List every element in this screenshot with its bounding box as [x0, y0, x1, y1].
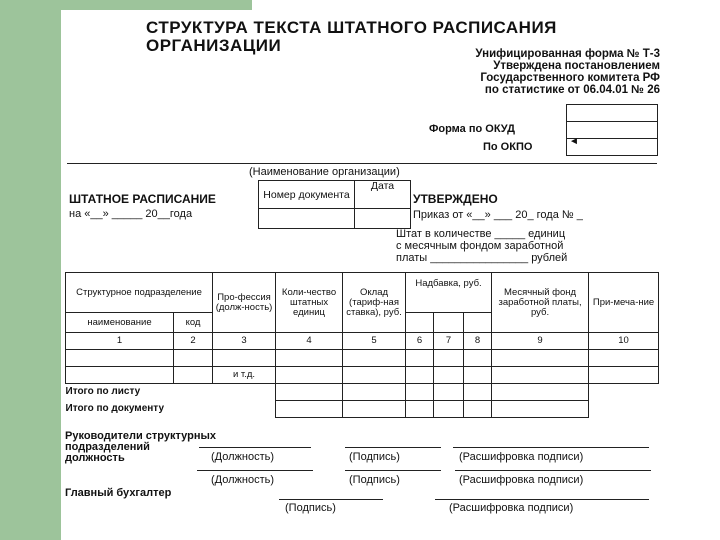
column-number: 2 [174, 333, 213, 350]
total-doc-label: Итого по документу [65, 403, 165, 414]
table-cell [66, 350, 174, 367]
doc-number-cell [259, 209, 355, 229]
decoding-caption: (Расшифровка подписи) [459, 451, 584, 463]
total-page-label: Итого по листу [65, 386, 141, 398]
column-number: 10 [589, 333, 659, 350]
form-resolution: по статистике от 06.04.01 № 26 [484, 84, 660, 96]
chief-accountant-label: Главный бухгалтер [65, 487, 172, 499]
column-number: 3 [213, 333, 276, 350]
document-page [61, 10, 720, 540]
header-salary: Оклад (тариф-ная ставка), руб. [343, 273, 406, 333]
doc-number-header: Номер документа [259, 181, 355, 209]
header-allowance: Надбавка, руб. [406, 273, 492, 313]
header-code: код [174, 313, 213, 333]
form-approval: Утверждена постановлением [493, 60, 660, 72]
header-monthly-fund: Месячный фонд заработной платы, руб. [492, 273, 589, 333]
decoding-caption: (Расшифровка подписи) [449, 502, 574, 514]
header-name: наименование [66, 313, 174, 333]
column-number: 8 [464, 333, 492, 350]
codes-box [566, 104, 658, 156]
header-quantity: Коли-чество штатных единиц [276, 273, 343, 333]
staff-fund-line: с месячным фондом заработной [396, 240, 564, 252]
position-label: должность [65, 452, 125, 464]
form-number: Унифицированная форма № Т-3 [475, 48, 660, 60]
position-caption: (Должность) [211, 474, 275, 486]
staff-rubles-line: платы ________________ рублей [396, 252, 568, 264]
signature-caption: (Подпись) [349, 451, 400, 463]
signature-caption: (Подпись) [349, 474, 400, 486]
org-name-caption: (Наименование организации) [249, 166, 400, 178]
schedule-title: ШТАТНОЕ РАСПИСАНИЕ [69, 192, 216, 206]
staff-schedule-table [65, 272, 659, 418]
date-cell [355, 209, 411, 229]
staff-count-line: Штат в количестве _____ единиц [396, 228, 566, 240]
schedule-date-line: на «__» _____ 20__года [69, 208, 193, 220]
doc-number-table [258, 180, 411, 229]
column-number: 5 [343, 333, 406, 350]
okpo-label: По ОКПО [483, 141, 533, 153]
heads-label-2: подразделений [65, 441, 150, 453]
heads-label: Руководители структурных [65, 430, 216, 442]
column-number: 9 [492, 333, 589, 350]
approval-title: УТВЕРЖДЕНО [413, 192, 498, 206]
position-caption: (Должность) [211, 451, 275, 463]
form-committee: Государственного комитета РФ [480, 72, 660, 84]
date-header: Дата [355, 181, 411, 209]
arrow-icon: ◄ [569, 136, 579, 147]
document-title: СТРУКТУРА ТЕКСТА ШТАТНОГО РАСПИСАНИЯ [146, 18, 557, 37]
header-profession: Про-фессия (долж-ность) [213, 273, 276, 333]
org-name-line [67, 163, 657, 164]
decoding-caption: (Расшифровка подписи) [459, 474, 584, 486]
decorative-bar-left [0, 0, 61, 540]
column-number: 1 [66, 333, 174, 350]
column-number: 6 [406, 333, 434, 350]
etc-cell: и т.д. [213, 367, 276, 384]
okud-label: Форма по ОКУД [429, 123, 515, 135]
signature-caption: (Подпись) [285, 502, 336, 514]
column-number: 7 [434, 333, 464, 350]
header-notes: При-меча-ние [589, 273, 659, 333]
header-structural-unit: Структурное подразделение [66, 273, 213, 313]
column-number: 4 [276, 333, 343, 350]
approval-order: Приказ от «__» ___ 20_ года № _ [413, 209, 583, 221]
document-title-line2: ОРГАНИЗАЦИИ [146, 36, 282, 55]
